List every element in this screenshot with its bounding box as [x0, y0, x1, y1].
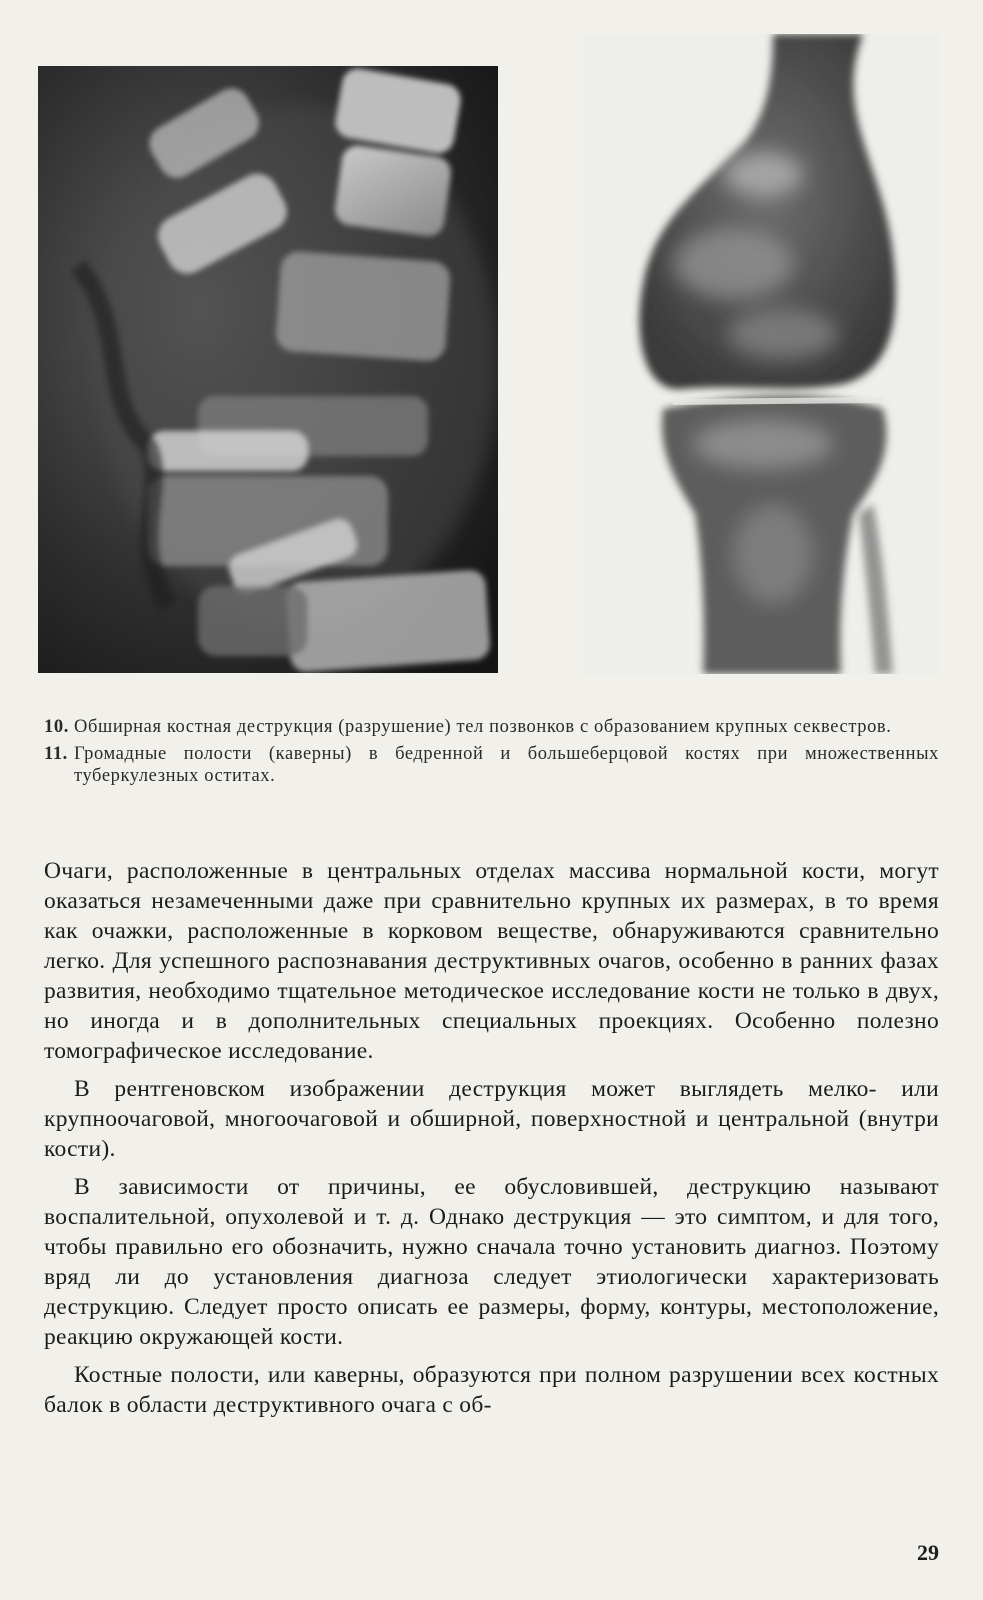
paragraph: В рентгеновском изображении деструкция может выглядеть мелко- или крупноочаговой, многоочаговой и обширной, поверхностной и центральной (внутри кости).: [44, 1076, 939, 1162]
paragraph: Очаги, расположенные в центральных отделах массива нормальной кости, могут оказаться незамеченными даже при сравнительно крупных их размерах, в то время как очажки, расположенные в корковом веществе, обнаруживаются сравнительно легко. Для успешного распознавания деструктивных очагов, особенно в ранних фазах развития, необходимо тщательное методическое исследование кости не только в двух, но иногда и в дополнительных специальных проекциях. Особенно полезно томографическое исследование.: [44, 858, 939, 1064]
spine-xray-image: [38, 66, 498, 673]
caption-number: 11.: [44, 744, 68, 764]
caption-10: [44, 716, 939, 738]
page-number: 29: [917, 1540, 939, 1565]
paragraph: Костные полости, или каверны, образуются при полном разрушении всех костных балок в области деструктивного очага с об-: [44, 1362, 939, 1418]
caption-text: Громадные полости (каверны) в бедренной и большеберцовой костях при множественных туберкулезных оститах.: [74, 744, 939, 786]
caption-text: Обширная костная деструкция (разрушение) тел позвонков с образованием крупных секвестров.: [74, 717, 892, 737]
figure-10-spine-xray: [38, 66, 498, 673]
caption-11: [44, 743, 939, 787]
caption-number: 10.: [44, 717, 69, 737]
figure-captions: [44, 716, 939, 792]
body-text: [44, 856, 939, 1428]
figure-11-knee-xray: [583, 34, 939, 674]
paragraph: В зависимости от причины, ее обусловившей, деструкцию называют воспалительной, опухолевой и т. д. Однако деструкция — это симптом, и для того, чтобы правильно его обозначить, нужно сначала точно установить диагноз. Поэтому вряд ли до установления диагноза следует этиологически характеризовать деструкцию. Следует просто описать ее размеры, форму, контуры, местоположение, реакцию окружающей кости.: [44, 1174, 939, 1350]
knee-xray-image: [583, 34, 939, 674]
